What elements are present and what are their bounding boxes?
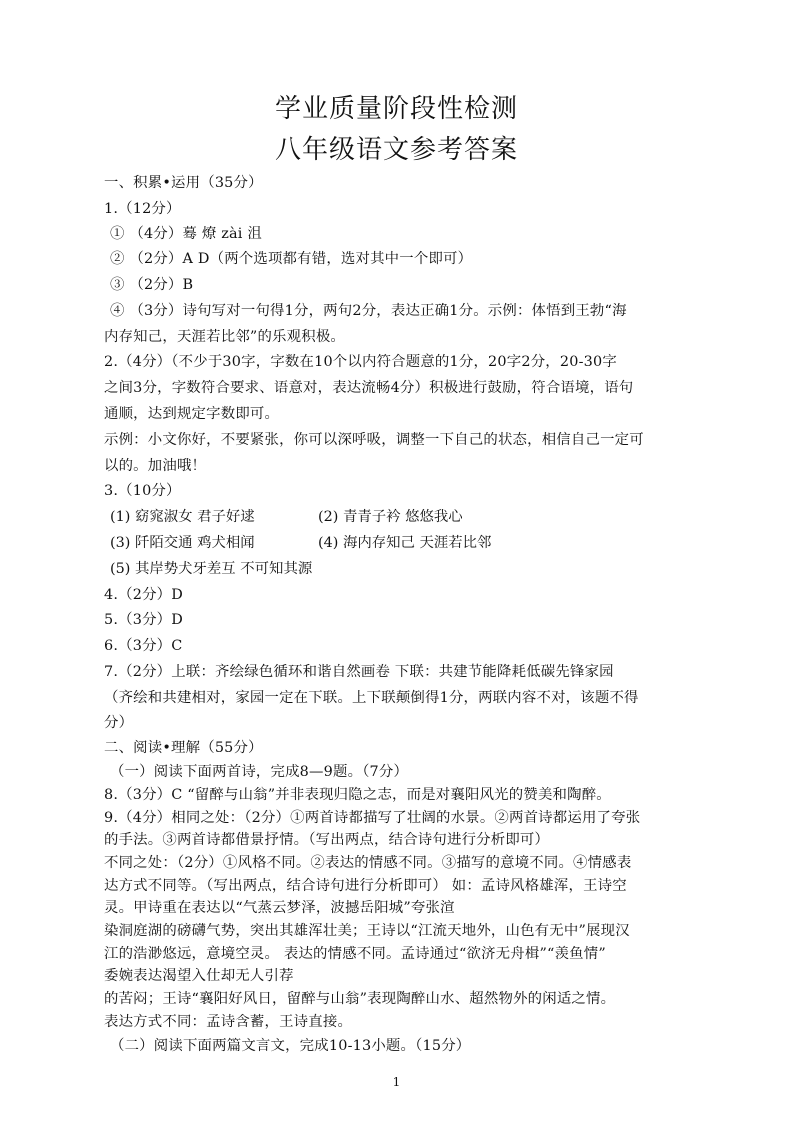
answer-line: 之间3分，字数符合要求、语意对，表达流畅4分）积极进行鼓励，符合语境，语句 xyxy=(104,380,634,396)
question-heading: 3.（10分） xyxy=(104,483,181,499)
document-subtitle: 八年级语文参考答案 xyxy=(274,135,518,165)
question-heading: 9.（4分）相同之处：（2分）①两首诗都描写了壮阔的水景。②两首诗都运用了夸张 xyxy=(104,810,641,826)
question-heading: 2.（4分）（不少于30字，字数在10个以内符合题意的1分，20字2分，20-30字 xyxy=(104,354,617,370)
question-heading: 5.（3分）D xyxy=(104,612,183,628)
answer-line: 分） xyxy=(104,715,134,731)
answer-item: (1) 窈窕淑女 君子好逑 xyxy=(110,509,255,525)
section-heading: 二、阅读•理解（55分） xyxy=(104,740,263,756)
question-heading: 4.（2分）D xyxy=(104,587,183,603)
answer-item: (4) 海内存知己 天涯若比邻 xyxy=(318,535,492,551)
answer-line: 灵。甲诗重在表达以“气蒸云梦泽，波撼岳阳城”夸张渲 xyxy=(104,900,455,916)
section-heading: 一、积累•运用（35分） xyxy=(104,175,263,191)
passage-heading: （二）阅读下面两篇文言文，完成10-13小题。（15分） xyxy=(110,1038,471,1054)
answer-item: (5) 其岸势犬牙差互 不可知其源 xyxy=(110,561,313,577)
answer-line: ① （4分）蓦 燎 zài 沮 xyxy=(110,226,262,242)
question-heading: 8.（3分）C “留醉与山翁”并非表现归隐之志，而是对襄阳风光的赞美和陶醉。 xyxy=(104,787,611,803)
document-title: 学业质量阶段性检测 xyxy=(274,94,518,124)
answer-line: 染洞庭湖的磅礴气势，突出其雄浑壮美；王诗以“江流天地外，山色有无中”展现汉 xyxy=(104,923,630,939)
answer-line: 示例：小文你好，不要紧张，你可以深呼吸，调整一下自己的状态，相信自己一定可 xyxy=(104,432,644,448)
answer-line: 以的。加油哦！ xyxy=(104,458,207,474)
answer-line: 的手法。③两首诗都借景抒情。（写出两点，结合诗句进行分析即可） xyxy=(104,832,550,848)
passage-heading: （一）阅读下面两首诗，完成8—9题。（7分） xyxy=(110,764,409,780)
question-heading: 1.（12分） xyxy=(104,201,181,217)
answer-line: 江的浩渺悠远，意境空灵。 表达的情感不同。孟诗通过“欲济无舟楫”“羡鱼情” xyxy=(104,946,606,962)
answer-line: （齐绘和共建相对，家园一定在下联。上下联颠倒得1分，两联内容不对，该题不得 xyxy=(104,690,639,706)
answer-item: (3) 阡陌交通 鸡犬相闻 xyxy=(110,535,255,551)
page-number: 1 xyxy=(392,1075,401,1089)
answer-line: 表达方式不同：孟诗含蓄，王诗直接。 xyxy=(104,1014,353,1030)
answer-line: 委婉表达渴望入仕却无人引荐 xyxy=(104,968,294,984)
answer-line: ④ （3分）诗句写对一句得1分，两句2分，表达正确1分。示例：体悟到王勃“海 xyxy=(110,303,627,319)
answer-line: ③ （2分）B xyxy=(110,277,194,293)
question-heading: 6.（3分）C xyxy=(104,638,183,654)
question-heading: 7.（2分）上联：齐绘绿色循环和谐自然画卷 下联：共建节能降耗低碳先锋家园 xyxy=(104,664,614,680)
answer-line: ② （2分）A D（两个选项都有错，选对其中一个即可） xyxy=(110,251,473,267)
answer-line: 内存知己，天涯若比邻”的乐观积极。 xyxy=(104,329,346,345)
answer-line: 不同之处：（2分）①风格不同。②表达的情感不同。③描写的意境不同。④情感表 xyxy=(104,855,632,871)
answer-line: 通顺，达到规定字数即可。 xyxy=(104,406,280,422)
answer-line: 达方式不同等。（写出两点，结合诗句进行分析即可） 如：孟诗风格雄浑，王诗空 xyxy=(104,878,627,894)
answer-item: (2) 青青子衿 悠悠我心 xyxy=(318,509,463,525)
answer-line: 的苦闷；王诗“襄阳好风日，留醉与山翁”表现陶醉山水、超然物外的闲适之情。 xyxy=(104,991,616,1007)
